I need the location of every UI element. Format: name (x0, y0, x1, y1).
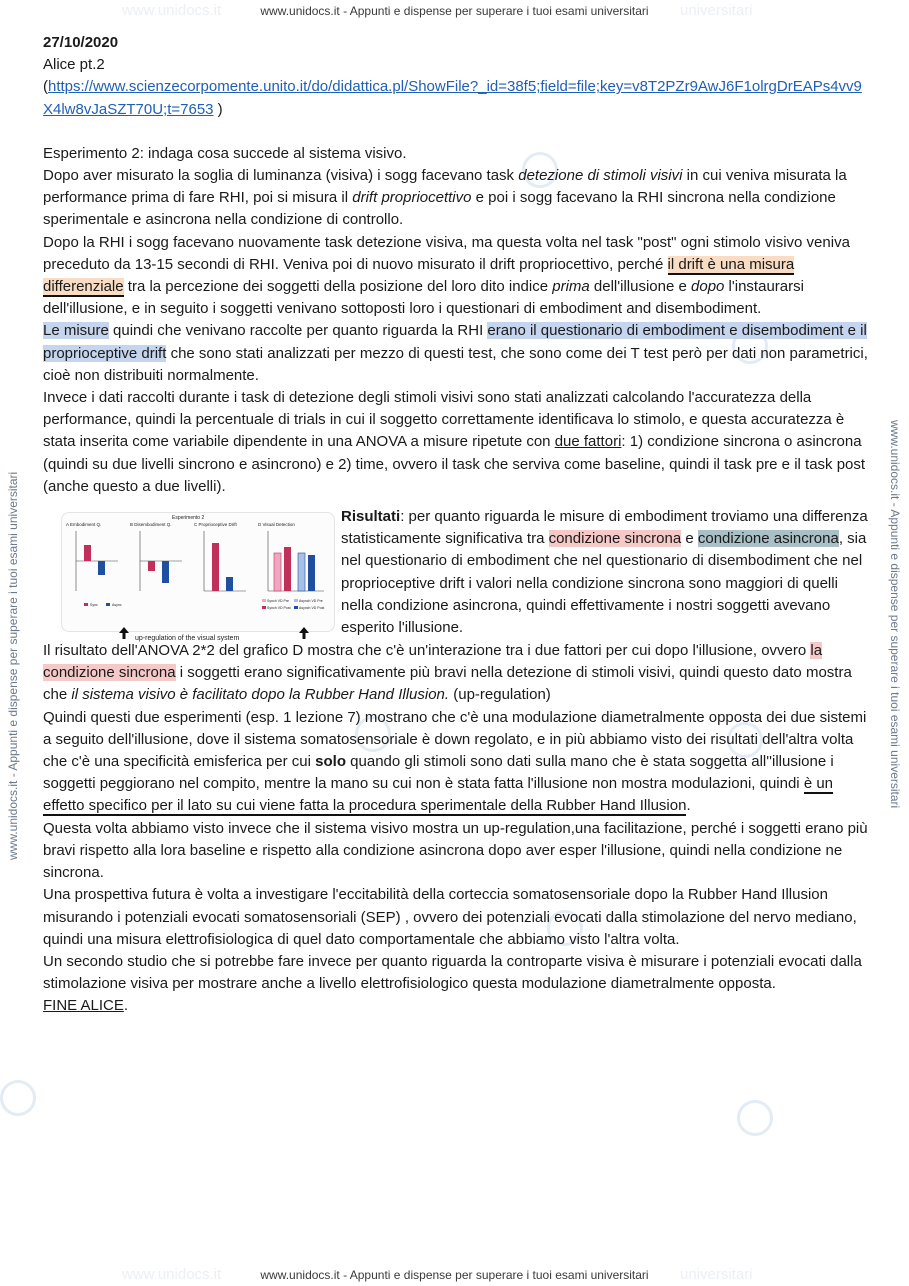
panel-c (204, 531, 246, 591)
figure-title: Esperimento 2 (172, 515, 205, 522)
end-label: FINE ALICE (43, 997, 124, 1015)
paragraph-second-study: Un secondo studio che si potrebbe fare invece per quanto riguarda la controparte visiva è misurare i potenziali evocati dalla stimolazione visiva per mostrare anche a livello elettrofisiologico questa modulazione diametralmente opposta. (43, 952, 862, 993)
arrow-up-icon (117, 626, 131, 640)
bar-a-sync (84, 545, 91, 561)
underline-two-factors: due fattori (554, 433, 622, 451)
watermark-ghost-bottom-right: universitari (680, 1266, 753, 1283)
panel-b (140, 531, 182, 591)
svg-text:Synch VD Post: Synch VD Post (267, 606, 291, 611)
watermark-logo-icon (0, 1080, 36, 1116)
bar-c-sync (212, 543, 219, 591)
bar-d-sync-pre (274, 553, 281, 591)
bar-b-async (162, 561, 169, 583)
paragraph-analysis: Invece i dati raccolti durante i task di detezione degli stimoli visivi sono stati analizzati calcolando l'accuratezza della performance, quindi la percentuale di trials in cui il soggetto correttamente identificava lo stimolo, e questa accuratezza è stata inserita come variabile dipendente in una ANOVA a misure ripetute con due fattori: 1) condizione sincrona o asincrona (quindi su due livelli sincrono e asincrono) e 2) time, ovvero il task che serviva come baseline, quindi il task pre e il task post (anche questo a due livelli). (43, 389, 866, 495)
watermark-top: www.unidocs.it - Appunti e dispense per superare i tuoi esami universitari (260, 4, 649, 18)
bar-c-async (226, 577, 233, 591)
arrow-up-icon (297, 626, 311, 640)
svg-text:Synch VD Pre: Synch VD Pre (267, 599, 289, 604)
source-link[interactable]: https://www.scienzecorpomente.unito.it/do/didattica.pl/ShowFile?_id=38f5;field=file;key=v8T2PZr9AwJ6F1olrgDrEAPs4vv9X4lw8vJaSZT70U;t=7653 (43, 78, 862, 118)
highlight-sync-condition: la condizione sincrona (43, 642, 823, 682)
watermark-ghost-bottom: www.unidocs.it (122, 1266, 222, 1283)
bar-a-async (98, 561, 105, 575)
highlight-async: condizione asincrona (697, 530, 839, 548)
watermark-logo-icon (737, 1100, 773, 1136)
source-link-line (43, 76, 869, 120)
figure-graph (62, 513, 334, 631)
panel-a (76, 531, 118, 591)
paragraph-intro: Esperimento 2: indaga cosa succede al sistema visivo. (43, 144, 407, 162)
highlight-drift: il drift è una misura differenziale (43, 255, 795, 296)
underline-specific-effect: è un effetto specifico per il lato su cui viene fatta la procedura sperimentale della Rubber Hand Illusion (43, 775, 834, 815)
results-row (43, 506, 869, 643)
results-text: Risultati: per quanto riguarda le misure di embodiment troviamo una differenza statisticamente significativa tra condizione sincrona e condizione asincrona, sia nel questionario di embodiment che nel questionario di disembodiment che nel proprioceptive drift i valori nella condizione sincrona sono maggiori di quelli nella condizione asincrona, quindi effettivamente i nostri soggetti avevano esperito l'illusione. (341, 508, 868, 637)
svg-text:Asynch VD Post: Asynch VD Post (299, 606, 325, 611)
document-subtitle: Alice pt.2 (43, 56, 105, 74)
paragraph-modulation: Quindi questi due esperimenti (esp. 1 lezione 7) mostrano che c'è una modulazione diametralmente opposta dei due sistemi a seguito dell'illusione, dove il sistema somatosensoriale è down regolato, e in più abbiamo visto dei risultati dell'altra volta che c'è una specificità emisferica per cui solo quando gli stimoli sono dati sulla mano che è stata soggetta all''illusione i soggetti peggiorano nel compito, mentre la mano su cui non è stata fatta l'illusione non mostra modulazioni, quindi è un effetto specifico per il lato su cui viene fatta la procedura sperimentale della Rubber Hand Illusion. (43, 708, 867, 815)
bar-d-async-post (308, 555, 315, 591)
paren-close: ) (213, 100, 223, 118)
panel-b-label: B Disembodiment Q. (130, 522, 172, 528)
document-body (43, 32, 869, 1018)
watermark-side-right: www.unidocs.it - Appunti e dispense per superare i tuoi esami universitari (888, 420, 902, 809)
legend-sync: Sync (90, 603, 98, 608)
svg-text:Asynch VD Pre: Asynch VD Pre (299, 599, 323, 604)
paragraph-anova: Il risultato dell'ANOVA 2*2 del grafico D mostra che c'è un'interazione tra i due fattori per cui dopo l'illusione, ovvero la condizione sincrona i soggetti erano significativamente più bravi nella detezione di stimoli visivi, quindi questo dato mostra che il sistema visivo è facilitato dopo la Rubber Hand Illusion. (up-regulation) (43, 642, 852, 704)
document-end: FINE ALICE. (43, 997, 129, 1015)
paragraph-post-task: Dopo la RHI i sogg facevano nuovamente task detezione visiva, ma questa volta nel task "post" ogni stimolo visivo veniva preceduto da 13-15 secondi di RHI. Veniva poi di nuovo misurato il drift propriocettivo, perché il drift è una misura differenziale tra la percezione dei soggetti della posizione del loro dito indice prima dell'illusione e dopo l'instaurarsi dell'illusione, e in seguito i soggetti venivano sottoposti loro i questionari di embodiment and disembodiment. (43, 233, 850, 318)
document-date: 27/10/2020 (43, 34, 119, 51)
results-label: Risultati (341, 508, 401, 526)
highlight-questionnaire: erano il questionario di embodiment e disembodiment e il proprioceptive drift (43, 322, 867, 362)
paragraph-procedure: Dopo aver misurato la soglia di luminanza (visiva) i sogg facevano task detezione di stimoli visivi in cui veniva misurata la performance prima di fare RHI, poi si misura il drift propriocettivo e poi i sogg facevano la RHI sincrona nella condizione sperimentale e asincrona nella condizione di controllo. (43, 167, 847, 229)
highlight-sync: condizione sincrona (548, 530, 682, 548)
panel-d-label: D Visual Detection (258, 522, 295, 528)
watermark-bottom: www.unidocs.it - Appunti e dispense per superare i tuoi esami universitari (260, 1268, 649, 1282)
legend-async: Async (112, 603, 122, 608)
paragraph-measures: Le misure quindi che venivano raccolte per quanto riguarda la RHI erano il questionario di embodiment e disembodiment e il proprioceptive drift che sono stati analizzati per mezzo di questi test, che sono come dei T test però per dati non parametrici, cioè non distribuiti normalmente. (43, 322, 868, 384)
watermark-ghost-top-right: universitari (680, 2, 753, 19)
watermark-side-left: www.unidocs.it - Appunti e dispense per superare i tuoi esami universitari (6, 471, 20, 860)
panel-a-label: A Embodiment Q. (66, 522, 102, 528)
paren-open: ( (43, 78, 48, 96)
bar-b-sync (148, 561, 155, 571)
bar-d-async-pre (298, 553, 305, 591)
highlight-measures: Le misure (43, 322, 109, 340)
watermark-ghost-top: www.unidocs.it (122, 2, 222, 19)
figure-frame (61, 512, 335, 632)
bar-d-sync-post (284, 547, 291, 591)
results-figure (43, 506, 341, 643)
paragraph-upregulation: Questa volta abbiamo visto invece che il sistema visivo mostra un up-regulation,una facilitazione, perché i soggetti erano più bravi rispetto alla lora baseline e rispetto alla condizione asincrona dopo aver esper l'illusione, quindi nella condizione ne sincrona. (43, 819, 868, 882)
paragraph-future: Una prospettiva futura è volta a investigare l'eccitabilità della corteccia somatosensoriale dopo la Rubber Hand Illusion misurando i potenziali evocati somatosensoriali (SEP) , ovvero dei potenziali evocati dalla stimolazione del nervo mediano, quindi una misura elettrofisiologica di quel dato comportamentale che abbiamo visto l'altra volta. (43, 886, 857, 948)
figure-caption: up-regulation of the visual system (135, 635, 240, 643)
panel-c-label: C Proprioceptive Drift (194, 522, 237, 528)
